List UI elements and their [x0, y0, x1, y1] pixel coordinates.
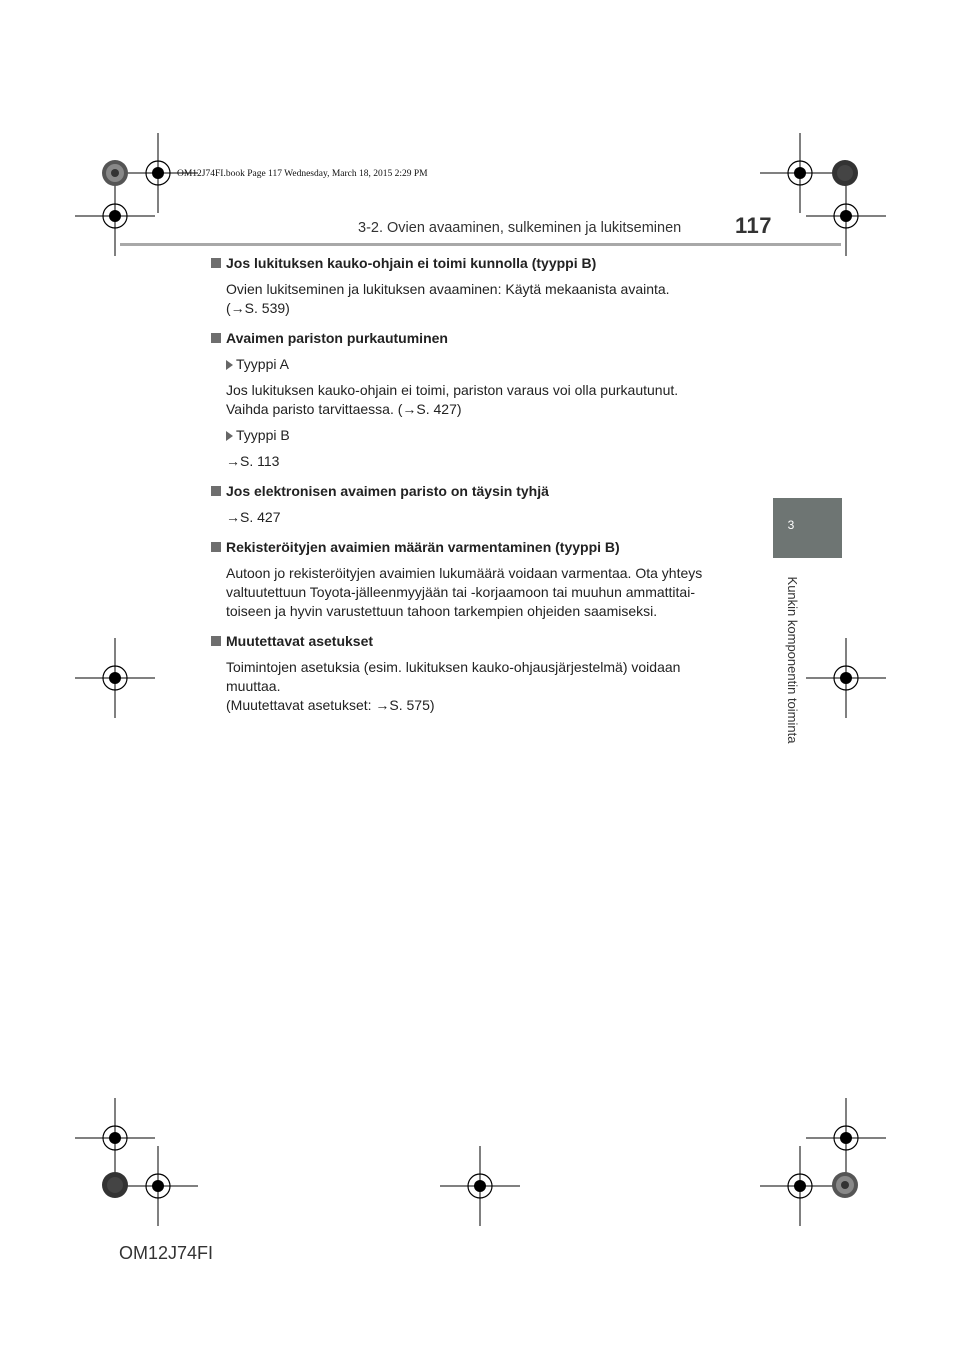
section-header-title: 3-2. Ovien avaaminen, sulkeminen ja lukitseminen — [358, 220, 682, 236]
square-bullet-icon — [211, 486, 221, 496]
color-wheel-mark-icon — [831, 159, 859, 187]
chapter-tab-number: 3 — [787, 518, 795, 532]
section-heading-text: Muutettavat asetukset — [226, 633, 374, 649]
paragraph-line: Jos lukituksen kauko-ohjain ei toimi, pariston varaus voi olla purkautunut. — [226, 382, 679, 398]
section-customizable-settings — [211, 631, 743, 715]
section-heading-text: Jos lukituksen kauko-ohjain ei toimi kunnolla (tyyppi B) — [226, 255, 597, 271]
paragraph-line: Ovien lukitseminen ja lukituksen avaaminen: Käytä mekaanista avainta. — [226, 281, 670, 297]
section-heading — [211, 481, 743, 501]
section-registered-keys — [211, 537, 743, 621]
type-a-label: Tyyppi A — [226, 355, 743, 374]
paragraph-line: Vaihda paristo tarvittaessa. (→S. 427) — [226, 401, 462, 417]
square-bullet-icon — [211, 542, 221, 552]
registration-mark-icon — [806, 1098, 886, 1178]
section-heading-text: Jos elektronisen avaimen paristo on täysin tyhjä — [226, 483, 549, 499]
paragraph-line: muuttaa. — [226, 678, 281, 694]
type-b-label: Tyyppi B — [226, 426, 743, 445]
section-heading — [211, 328, 743, 348]
triangle-bullet-icon — [226, 360, 233, 370]
square-bullet-icon — [211, 333, 221, 343]
registration-mark-icon — [75, 638, 155, 718]
color-wheel-mark-icon — [101, 159, 129, 187]
section-heading-text: Rekisteröityjen avaimien määrän varmentaminen (tyyppi B) — [226, 539, 620, 555]
square-bullet-icon — [211, 636, 221, 646]
section-heading — [211, 537, 743, 557]
paragraph-line: Autoon jo rekisteröityjen avaimien lukumäärä voidaan varmentaa. Ota yhteys — [226, 565, 703, 581]
header-divider — [120, 243, 841, 246]
paragraph-line: (→S. 539) — [226, 300, 290, 316]
section-key-battery-empty — [211, 481, 743, 527]
square-bullet-icon — [211, 258, 221, 268]
paragraph-line: toiseen ja hyvin varustettuun tahoon tarkempien ohjeiden saamiseksi. — [226, 603, 658, 619]
chapter-tab — [773, 498, 842, 558]
page-number: 117 — [735, 213, 772, 238]
registration-mark-icon — [440, 1146, 520, 1226]
paragraph-line: Toimintojen asetuksia (esim. lukituksen kauko-ohjausjärjestelmä) voidaan — [226, 659, 681, 675]
paragraph-line: valtuutettuun Toyota-jälleenmyyjään tai -korjaamoon tai muuhun ammattitai- — [226, 584, 695, 600]
section-battery-depletion — [211, 328, 743, 471]
page-reference: →S. 427 — [226, 509, 281, 525]
manual-code: OM12J74FI — [119, 1243, 214, 1263]
print-info: OM12J74FI.book Page 117 Wednesday, March 18, 2015 2:29 PM — [177, 169, 428, 179]
registration-mark-icon — [118, 1146, 198, 1226]
section-heading — [211, 631, 743, 651]
section-heading — [211, 253, 743, 273]
color-wheel-mark-icon — [101, 1171, 129, 1199]
page-reference: →S. 113 — [226, 453, 280, 469]
chapter-side-label: Kunkin komponentin toiminta — [785, 576, 800, 744]
section-heading-text: Avaimen pariston purkautuminen — [226, 330, 448, 346]
registration-mark-icon — [806, 638, 886, 718]
paragraph-line: (Muutettavat asetukset: →S. 575) — [226, 697, 435, 713]
section-remote-malfunction — [211, 253, 743, 318]
triangle-bullet-icon — [226, 431, 233, 441]
page-content — [211, 253, 743, 715]
color-wheel-mark-icon — [831, 1171, 859, 1199]
